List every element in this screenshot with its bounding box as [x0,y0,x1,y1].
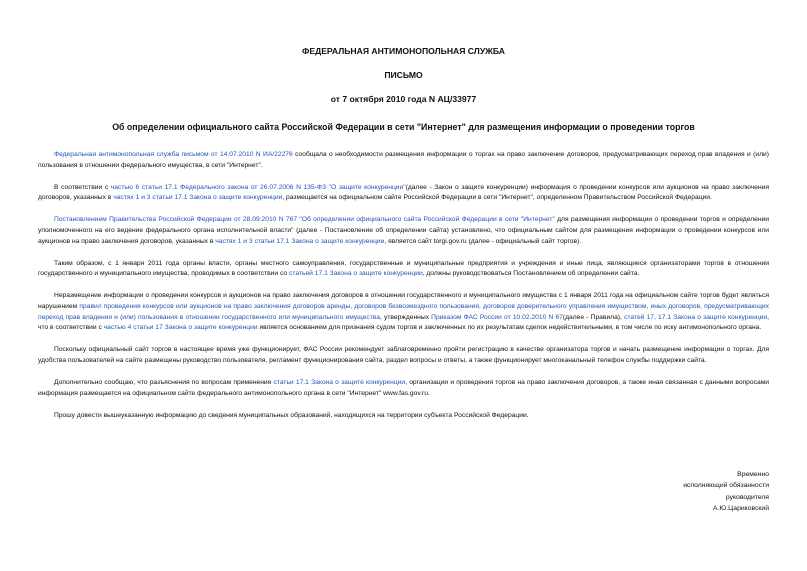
link-tender-rules[interactable]: правил проведения конкурсов или аукционов на право заключения договоров аренды, договоров безвозмездного пользования, договоров доверительного управления имуществом, иных договоров, предусматривающих переход прав владения и (или) пользования в отношении государственного или муниципального имущества [38,302,769,321]
paragraph-text: , размещается на официальном сайте Российской Федерации в сети "Интернет", определенном Правительством Российской Федерации. [282,194,712,202]
paragraph-text: Поскольку официальный сайт торгов в настоящее время уже функционирует, ФАС России рекомендует заблаговременно пройти регистрацию в качестве организатора торгов и начать размещение информации о торгах. Для удобства пользователей на сайте размещены руководство пользователя, регламент функционирования сайта, раздел вопросы и ответы, а также функционирует многоканальный телефон службы поддержки сайта. [38,346,769,364]
paragraph-text: Прошу довести вышеуказанную информацию до сведения муниципальных образований, находящихся на территории субъекта Российской Федерации. [54,411,529,419]
document-body [38,150,769,433]
paragraph-8 [38,411,769,422]
link-article-17-1[interactable]: частях 1 и 3 статьи 17.1 Закона о защите конкуренции [215,237,385,245]
document-date-number: от 7 октября 2010 года N АЦ/33977 [330,94,477,104]
link-article-17-1[interactable]: статьей 17.1 Закона о защите конкуренции [289,270,423,278]
paragraph-text: , утвержденных [380,313,432,321]
document-title: Об определении официального сайта Российской Федерации в сети "Интернет" для размещения информации о проведении торгов [112,122,695,132]
link-law-135fz[interactable]: частью 6 статьи 17.1 Федерального закона от 26.07.2006 N 135-ФЗ "О защите конкуренции" [110,183,406,191]
link-article-17-1[interactable]: частях 1 и 3 статьи 17.1 Закона о защите конкуренции [113,194,283,202]
paragraph-7 [38,378,769,399]
paragraph-1 [38,150,769,171]
paragraph-text: сообщала о необходимости размещения информации о торгах на право заключение договоров, предусматривающих переход прав владения и (или) пользования в отношении федерального имущества, в сети "Интернет". [38,151,769,169]
signatory-name: А.Ю.Цариковский [712,504,769,512]
paragraph-text: , что в соответствии с [38,313,770,332]
link-article-17-1[interactable]: статьи 17.1 Закона о защите конкуренции [273,378,406,386]
paragraph-text: (далее - Правила), [562,313,625,321]
paragraph-5 [38,291,769,333]
link-articles-17-17-1[interactable]: статей 17, 17.1 Закона о защите конкуренции [624,313,768,321]
signature-line: Временно [737,471,769,478]
paragraph-text: Дополнительно сообщаю, что разъяснения по вопросам применения [54,378,274,386]
signature-line: исполняющий обязанности [683,482,769,490]
link-article-17-part-4[interactable]: частью 4 статьи 17 Закона о защите конкуренции [103,324,258,332]
paragraph-4 [38,259,769,280]
paragraph-text: Неразмещение информации о проведении конкурсов и аукционов на право заключения договоров в отношении государственного и муниципального имущества с 1 января 2011 года на официальном сайте торгов будет являться нарушением [38,292,769,310]
link-resolution-767[interactable]: Постановлением Правительства Российской Федерации от 28.09.2010 N 767 "Об определении официального сайта Российской Федерации в сети "Интернет" [54,216,555,224]
paragraph-text: для размещения информации о проведении торгов и определении уполномоченного на его ведение федерального органа исполнительной власти" (далее - Постановление об определении сайта) установлено, что официальным сайтом для размещения информации о проведении конкурсов или аукционов на право заключения договоров, указанных в [38,216,769,245]
link-fas-letter[interactable]: Федеральная антимонопольная служба письмом от 14.07.2010 N ИА/22276 [54,151,293,158]
paragraph-2 [38,183,769,204]
signature-line: руководителя [725,493,769,501]
paragraph-text: , является сайт torgi.gov.ru (далее - официальный сайт торгов). [384,237,582,245]
paragraph-text: (далее - Закон о защите конкуренции) информация о проведении конкурсов или аукционов на право заключения договоров, указанных в [38,183,769,202]
paragraph-text: является основанием для признания судом торгов и заключенных по их результатам сделок недействительными, в том числе по иску антимонопольного органа. [257,324,762,332]
paragraph-text: , должны руководствоваться Постановлением об определении сайта. [422,270,640,278]
paragraph-3 [38,215,769,247]
paragraph-text: В соответствии с [54,183,111,191]
agency-name: ФЕДЕРАЛЬНАЯ АНТИМОНОПОЛЬНАЯ СЛУЖБА [302,46,505,56]
link-order-67[interactable]: Приказом ФАС России от 10.02.2010 N 67 [431,313,563,321]
signature-block [683,469,769,514]
paragraph-text: , организации и проведения торгов на право заключения договоров, а также иная связанная с данными вопросами информация размещается на официальном сайте федерального антимонопольного органа в сети "Интернет" www.fas.gov.ru. [38,378,769,397]
paragraph-text: Таким образом, с 1 января 2011 года органы власти, органы местного самоуправления, государственные и муниципальные предприятия и учреждения и иные лица, являющиеся организаторами торгов в отношении государственного и муниципального имущества, проводимых в соответствии со [38,259,769,278]
document-type: ПИСЬМО [384,70,423,80]
paragraph-6 [38,345,769,366]
